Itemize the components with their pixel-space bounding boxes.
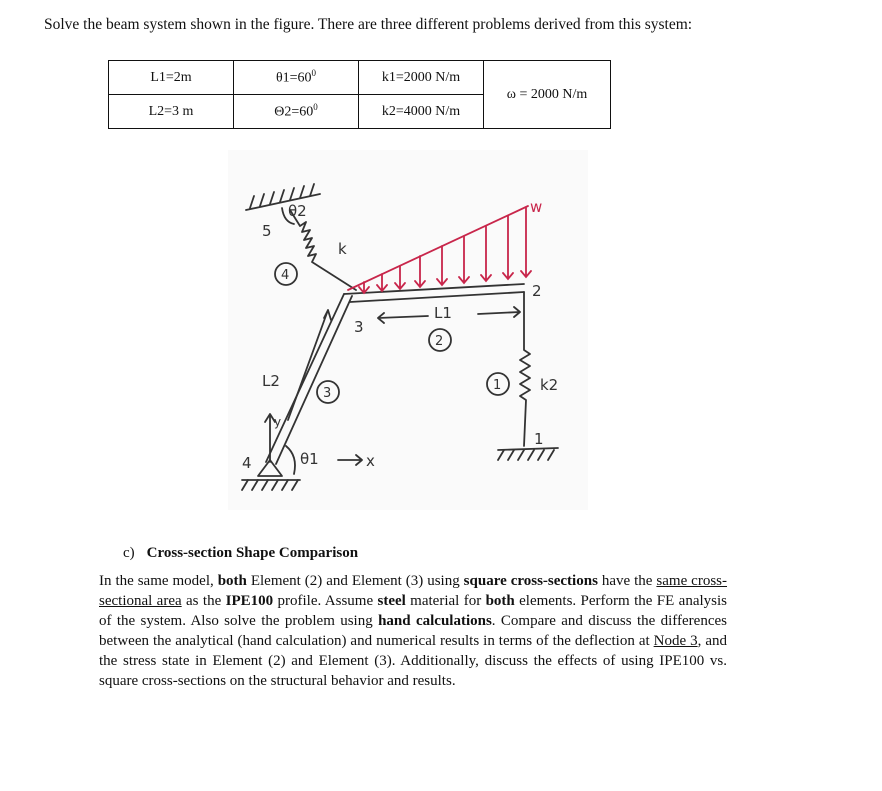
theta1-label: θ1 xyxy=(300,450,319,468)
section-heading xyxy=(123,545,358,562)
k1-value: k1=2000 N/m xyxy=(381,69,461,85)
L2-label: L2 xyxy=(262,372,280,390)
bold-both: both xyxy=(485,593,515,609)
cell-w xyxy=(484,61,611,129)
text-run: profile. Assume xyxy=(273,593,378,609)
element-3-label: 3 xyxy=(323,386,332,401)
text-run: . Compare and discuss the differences between the analytical (hand calculation) and numerical results in terms of the deflection at xyxy=(99,613,727,649)
y-label: y xyxy=(274,415,282,429)
node-1-label: 1 xyxy=(534,430,544,448)
theta1-value: θ1=60 xyxy=(275,70,312,86)
theta2-value: Θ2=60 xyxy=(274,104,314,120)
text-run: Element (2) and Element (3) using xyxy=(246,573,464,589)
node-3-label: 3 xyxy=(354,318,364,336)
bold-hand-calculations: hand calculations xyxy=(378,613,492,629)
node-2-label: 2 xyxy=(532,282,542,300)
cell-L2 xyxy=(109,95,234,129)
L1-label: L1 xyxy=(434,304,452,322)
problem-intro: Solve the beam system shown in the figure. There are three different problems derived from this system: xyxy=(44,16,693,33)
w-value: ω = 2000 N/m xyxy=(506,86,588,102)
element-2-label: 2 xyxy=(435,334,444,349)
bold-both: both xyxy=(217,573,247,589)
node-4-label: 4 xyxy=(242,454,252,472)
section-body xyxy=(99,571,727,691)
bold-steel: steel xyxy=(377,593,406,609)
text-run: as the xyxy=(181,593,226,609)
x-label: x xyxy=(366,452,375,470)
underline-same-area: same cross-sectional area xyxy=(99,573,728,609)
element-4-label: 4 xyxy=(281,268,290,283)
element-1-label: 1 xyxy=(493,378,502,393)
beam-figure xyxy=(228,150,588,510)
degree-mark: 0 xyxy=(311,68,317,79)
text-run: , and the stress state in Element (2) and Element (3). Additionally, discuss the effects of using IPE100 vs. square cross-sections on the structural behavior and results. xyxy=(99,633,727,689)
k2-value: k2=4000 N/m xyxy=(381,103,461,119)
parameters-table xyxy=(108,60,611,129)
k2-label: k2 xyxy=(540,376,559,394)
node-5-label: 5 xyxy=(262,222,272,240)
L1-value: L1=2m xyxy=(150,69,192,85)
degree-mark: 0 xyxy=(313,102,318,113)
section-title: Cross-section Shape Comparison xyxy=(146,545,359,561)
section-number: c) xyxy=(123,545,135,561)
text-run: In the same model, xyxy=(99,573,218,589)
cell-theta2 xyxy=(234,95,359,129)
cell-k1 xyxy=(359,61,484,95)
text-run: elements. Perform the FE analysis of the system. Also solve the problem using xyxy=(99,593,727,629)
bold-square-cross-sections: square cross-sections xyxy=(463,573,598,589)
text-run: have the xyxy=(597,573,657,589)
theta2-label: θ2 xyxy=(288,202,307,220)
cell-L1 xyxy=(109,61,234,95)
bold-ipe100: IPE100 xyxy=(225,593,274,609)
L2-value: L2=3 m xyxy=(148,103,194,119)
text-run: material for xyxy=(405,593,486,609)
table-row xyxy=(109,61,611,95)
cell-k2 xyxy=(359,95,484,129)
w-label: w xyxy=(530,198,543,216)
cell-theta1 xyxy=(234,61,359,95)
underline-node-3: Node 3 xyxy=(653,633,698,649)
k-top-label: k xyxy=(338,240,347,258)
